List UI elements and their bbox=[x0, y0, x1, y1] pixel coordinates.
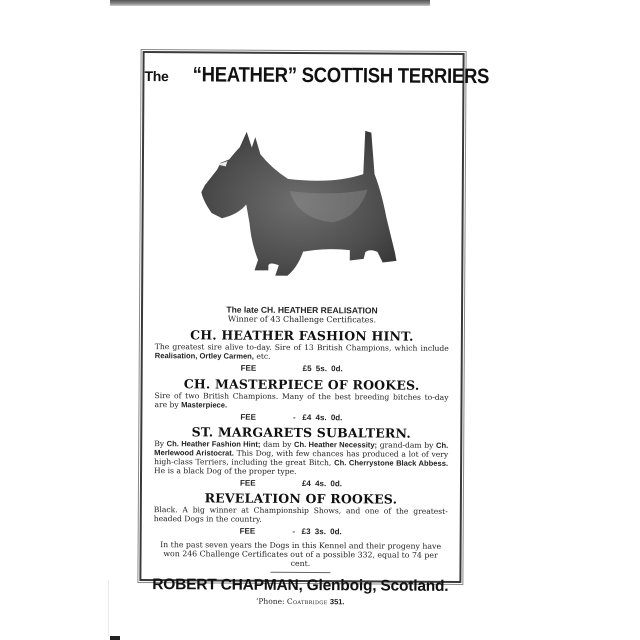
advert-body bbox=[149, 305, 453, 607]
desc-text: Sire of two British Champions. Many of the best breeding bitches to-day are by bbox=[154, 390, 449, 409]
phone-exchange: Coatbridge bbox=[286, 597, 328, 607]
phone-number: 351. bbox=[329, 597, 345, 607]
stud-fee bbox=[150, 412, 452, 423]
owner-address: ROBERT CHAPMAN, Glenboig, Scotland. bbox=[152, 576, 449, 596]
dog-description bbox=[150, 391, 452, 411]
advert-title bbox=[144, 63, 490, 89]
divider bbox=[270, 572, 330, 573]
title-prefix: The bbox=[144, 68, 169, 85]
desc-bold: Ch. Cherrystone Black Abbess. bbox=[334, 458, 449, 468]
stud-fee bbox=[150, 526, 452, 537]
scottish-terrier-photo-icon bbox=[185, 113, 411, 294]
fee-label: FEE bbox=[239, 526, 256, 536]
scan-page-edge-line bbox=[108, 580, 109, 636]
fee-amount: £5 5s. 0d. bbox=[302, 364, 343, 374]
fee-label: FEE bbox=[239, 478, 256, 488]
phone-line bbox=[149, 596, 451, 607]
dog-name-masterpiece: CH. MASTERPIECE OF ROOKES. bbox=[183, 375, 420, 393]
desc-text: dam by bbox=[260, 439, 295, 449]
desc-text: He is a black Dog of the proper type. bbox=[154, 465, 297, 476]
dog-description: Black. A big winner at Championship Shows, and one of the greatest-headed Dogs in the country. bbox=[153, 505, 448, 524]
dog-name-fashion-hint: CH. HEATHER FASHION HINT. bbox=[190, 327, 414, 345]
title-main: “HEATHER” SCOTTISH TERRIERS bbox=[192, 63, 490, 89]
dog-description bbox=[150, 439, 452, 477]
late-champion-record: Winner of 43 Challenge Certificates. bbox=[227, 314, 377, 325]
desc-text: etc. bbox=[253, 352, 271, 362]
fee-amount: £4 4s. 0d. bbox=[301, 478, 343, 489]
dog-description bbox=[151, 342, 453, 362]
desc-text: This Dog, with few chances has produced a lot of very high-class Terriers, including the great Bitch, bbox=[154, 448, 449, 468]
desc-bold: Ch. Heather Fashion Hint; bbox=[166, 438, 261, 449]
fee-dash: - bbox=[292, 526, 296, 536]
scan-page-edge-strip bbox=[110, 0, 430, 6]
fee-amount: £3 3s. 0d. bbox=[301, 527, 342, 537]
fee-label: FEE bbox=[240, 412, 256, 422]
phone-label: ’Phone: bbox=[255, 596, 287, 607]
kennel-record: In the past seven years the Dogs in this Kennel and their progeny have won 246 Challenge Certificates out of a possible 332, equal to 74 per cent. bbox=[160, 540, 442, 569]
desc-bold: Ch. Heather Necessity; bbox=[293, 439, 378, 450]
fee-amount: £4 4s. 0d. bbox=[302, 412, 343, 422]
desc-bold: Masterpiece. bbox=[181, 399, 228, 410]
stud-fee bbox=[151, 363, 453, 374]
dog-name-subaltern: ST. MARGARETS SUBALTERN. bbox=[191, 424, 411, 441]
desc-bold: Ch. Merlewood Aristocrat. bbox=[154, 440, 449, 458]
stud-fee bbox=[150, 478, 452, 489]
desc-bold: Realisation, Ortley Carmen, bbox=[154, 351, 254, 362]
desc-text: grand-dam by bbox=[377, 440, 437, 450]
fee-label: FEE bbox=[240, 364, 257, 374]
scan-corner-mark bbox=[110, 636, 120, 640]
desc-text: The greatest sire alive to-day. Sire of 13 British Champions, which include bbox=[154, 342, 449, 354]
desc-text: By bbox=[154, 438, 167, 448]
fee-dash: - bbox=[293, 412, 296, 422]
late-champion-line: The late CH. HEATHER REALISATION bbox=[226, 304, 378, 316]
advertisement-frame bbox=[139, 51, 490, 607]
dog-name-revelation: REVELATION OF ROOKES. bbox=[204, 490, 398, 507]
